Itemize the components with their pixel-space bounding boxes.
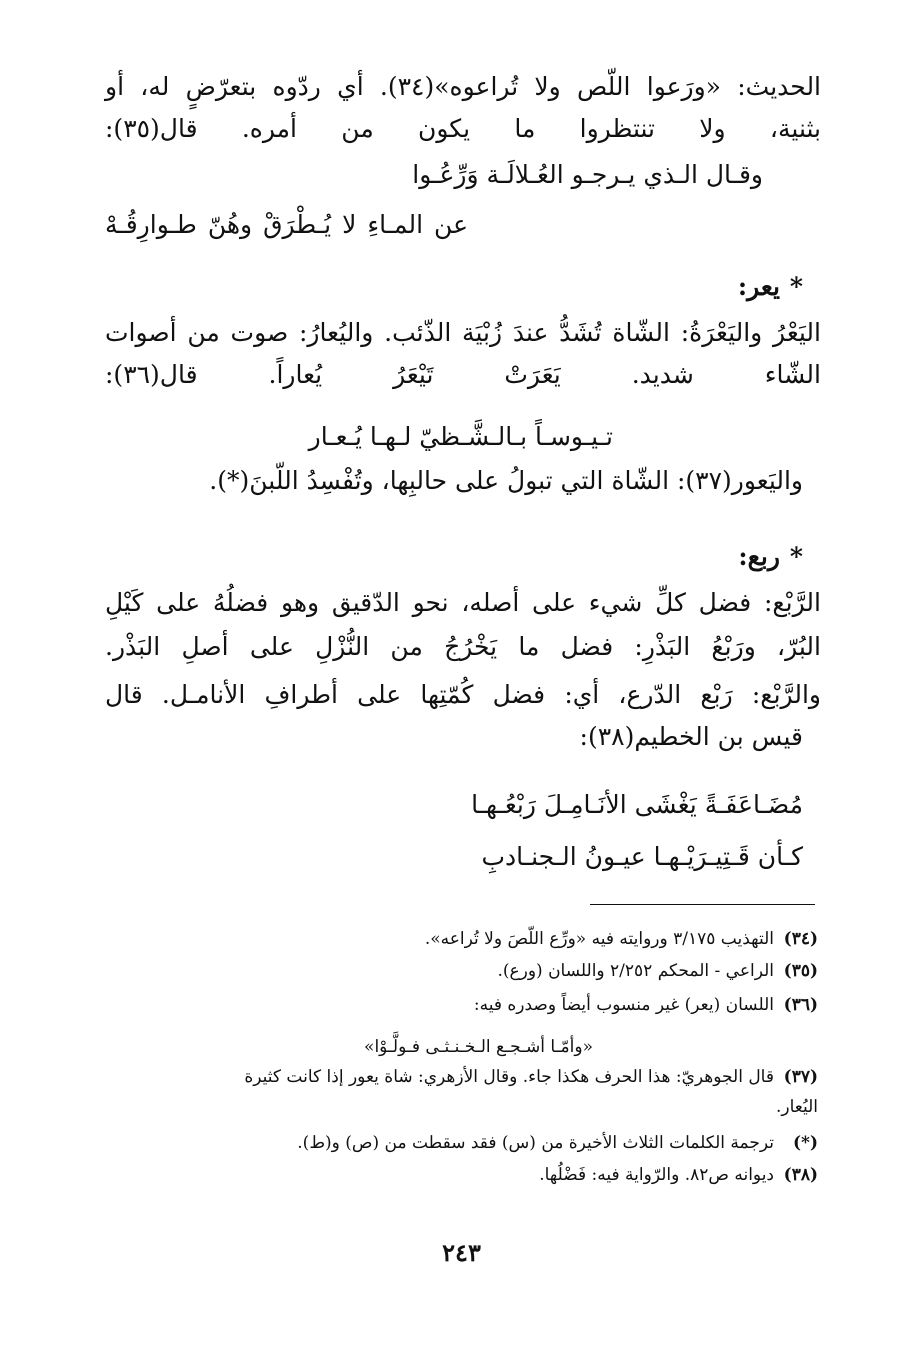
footnote-continuation: اليُعار. <box>775 1097 818 1117</box>
footnote-text: اللسان (يعر) غير منسوب أيضاً وصدره فيه: <box>473 995 774 1015</box>
footnote <box>297 1130 818 1156</box>
paragraph-line: البُرّ، ورَبْعُ البَذْرِ: فضل ما يَخْرُجُ من النُّزْلِ على أصلِ البَذْر. <box>105 632 821 661</box>
asterisk-marker: * <box>789 272 803 301</box>
verse-line: كـأن قَـتِيـرَيْـهـا عيـونُ الـجنـادبِ <box>481 842 803 871</box>
footnote <box>539 1162 818 1188</box>
verse-line: وقـال الـذي يـرجـو العُـلالَـة وَرِّعُـوا <box>412 160 763 189</box>
paragraph-line: بثنية، ولا تنتظروا ما يكون من أمره. قال(٣٥): <box>105 114 821 143</box>
paragraph-line: اليَعْرُ واليَعْرَةُ: الشّاة تُشَدُّ عندَ زُبْيَة الذّئب. واليُعارُ: صوت من أصوات <box>105 318 821 347</box>
footnote-text: الراعي - المحكم ٢/٢٥٢ واللسان (ورع). <box>497 961 774 981</box>
verse-line: عن المـاءِ لا يُـطْرَقْ وهُنّ طـوارِقُـهْ <box>105 210 468 239</box>
footnote-number: (٣٦) <box>783 995 818 1015</box>
footnote-text: ديوانه ص٨٢. والرّواية فيه: فَضْلُها. <box>539 1165 774 1185</box>
verse-line: تـيـوسـاً بـالـشَّـظيّ لـهـا يُـعـار <box>308 422 613 451</box>
footnote-number: (٣٨) <box>783 1165 818 1185</box>
footnote-number: (٣٧) <box>783 1067 818 1087</box>
entry-heading <box>738 270 803 304</box>
footnote-verse: «وأمّـا أشـجـع الـخـنـثـى فـولَّـوْا» <box>364 1037 593 1057</box>
footnote-text: التهذيب ٣/١٧٥ وروايته فيه «ورِّع اللّصَ ولا تُراعه». <box>424 929 774 949</box>
paragraph-line: واليَعور(٣٧): الشّاة التي تبولُ على حالبِها، وتُفْسِدُ اللّبنَ(*). <box>209 466 803 495</box>
entry-heading <box>738 540 803 574</box>
footnote <box>497 958 818 984</box>
footnote-text: ترجمة الكلمات الثلاث الأخيرة من (س) فقد سقطت من (ص) و(ط). <box>297 1133 774 1153</box>
heading-text: يعر: <box>737 272 780 301</box>
footnote-divider <box>590 904 815 905</box>
paragraph-line: قيس بن الخطيم(٣٨): <box>579 722 803 751</box>
footnote-number: (٣٥) <box>783 961 818 981</box>
asterisk-marker: * <box>789 542 803 571</box>
footnote <box>425 926 818 952</box>
paragraph-line: والرَّبْع: رَبْع الدّرع، أي: فضل كُمّتِها على أطرافِ الأنامـل. قال <box>105 680 821 709</box>
footnote <box>474 992 818 1018</box>
footnote-text: قال الجوهريّ: هذا الحرف هكذا جاء. وقال الأزهري: شاة يعور إذا كانت كثيرة <box>244 1067 774 1087</box>
page-number: ٢٤٣ <box>442 1238 481 1267</box>
footnote <box>244 1064 818 1090</box>
footnote-number: (٣٤) <box>783 929 818 949</box>
paragraph-line: الحديث: «ورَعوا اللّص ولا تُراعوه»(٣٤). أي ردّوه بتعرّضٍ له، أو <box>105 72 822 101</box>
paragraph-line: الشّاء شديد. يَعَرَتْ تَيْعَرُ يُعاراً. قال(٣٦): <box>105 360 821 389</box>
heading-text: ربع: <box>738 542 780 571</box>
paragraph-line: الرَّبْع: فضل كلِّ شيء على أصله، نحو الدّقيق وهو فضلُهُ على كَيْلِ <box>105 588 821 617</box>
verse-line: مُضَـاعَفَـةً يَغْشَى الأنَـامِـلَ رَبْعُـهـا <box>471 790 803 819</box>
footnote-number: (*) <box>793 1133 818 1153</box>
